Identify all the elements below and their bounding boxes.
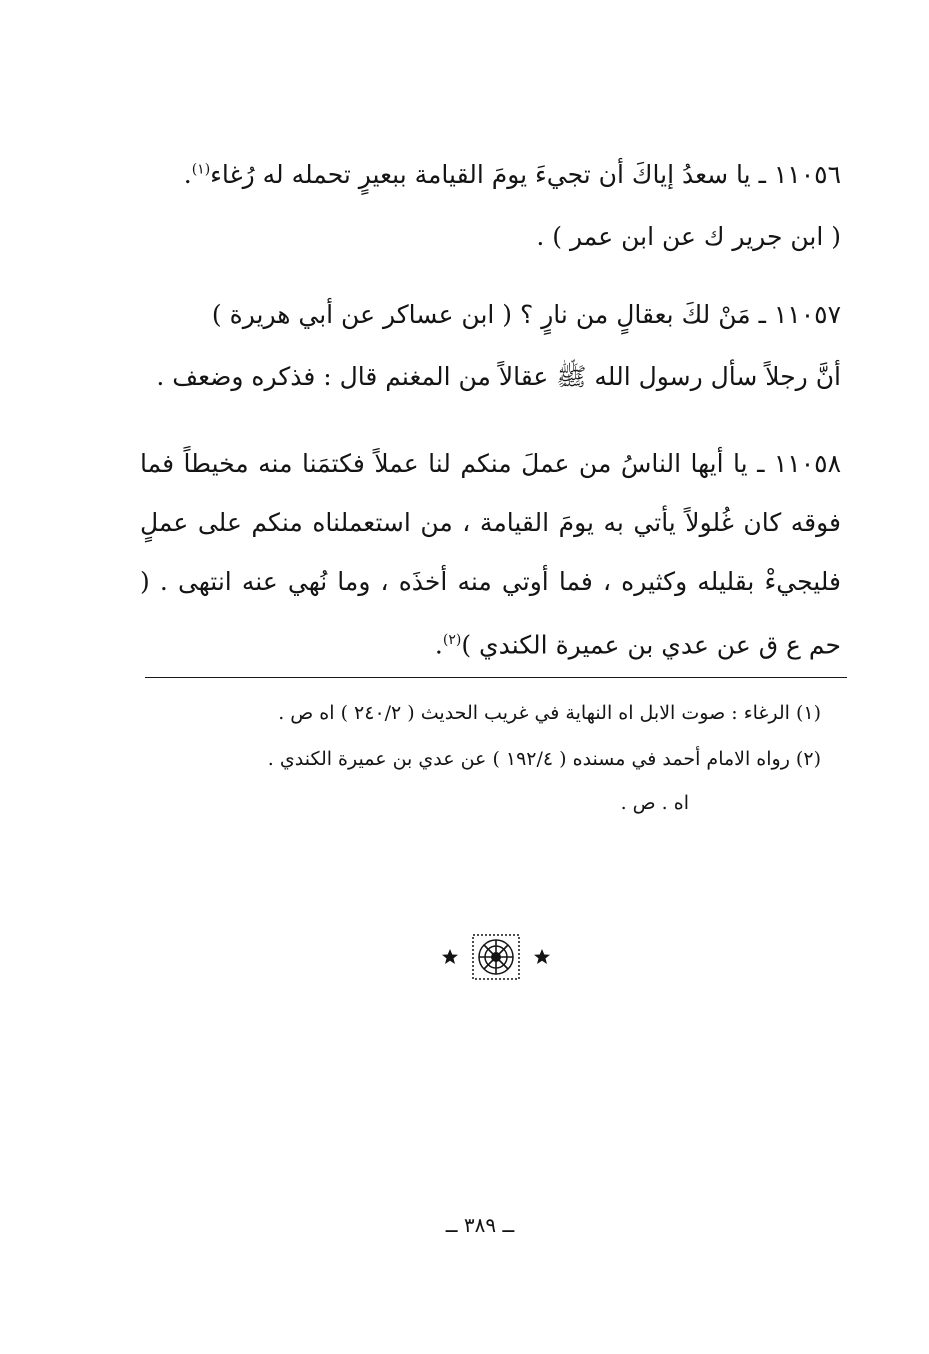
hadith-11058-text: ١١٠٥٨ ـ يا أيها الناسُ من عملَ منكم لنا عملاً فكتمَنا منه مخيطاً فما فوقه كان غُلولاً يأتي به يومَ القيامة ، من استعملناه منكم على عملٍ فليجيءْ بقليله وكثيره ، فما أوتي منه أخذَه ، وما نُهي عنه انتهى . ( حم ع ق عن عدي بن عميرة الكندي ) bbox=[140, 449, 841, 660]
section-ornament bbox=[436, 932, 556, 982]
footnote-2-continuation bbox=[621, 792, 689, 815]
footnote-divider bbox=[145, 677, 847, 678]
footnote-2-cont-text: اه . ص . bbox=[620, 792, 689, 814]
hadith-11056-source: ( ابن جرير ك عن ابن عمر ) . bbox=[536, 222, 841, 251]
footnote-1-text: (١) الرغاء : صوت الابل اه النهاية في غريب الحديث ( ٢٤٠/٢ ) اه ص . bbox=[278, 702, 821, 724]
hadith-11057-commentary: أنَّ رجلاً سأل رسول الله ﷺ عقالاً من المغنم قال : فذكره وضعف . bbox=[156, 362, 841, 391]
hadith-11057-line-2 bbox=[156, 362, 841, 392]
hadith-11056-end: . bbox=[183, 160, 192, 189]
footnote-2-text: (٢) رواه الامام أحمد في مسنده ( ١٩٢/٤ ) عن عدي بن عميرة الكندي . bbox=[267, 748, 821, 770]
hadith-11056-text: ١١٠٥٦ ـ يا سعدُ إياكَ أن تجيءَ يومَ القيامة ببعيرٍ تحمله له رُغاء bbox=[210, 160, 841, 189]
footnote-ref-1[interactable]: (١) bbox=[191, 161, 211, 178]
footnote-1 bbox=[278, 702, 821, 725]
hadith-11058-paragraph bbox=[140, 434, 841, 674]
page-number: ــ ٣٨٩ ــ bbox=[445, 1213, 515, 1237]
footnote-ref-2[interactable]: (٢) bbox=[442, 632, 462, 648]
footnote-2 bbox=[268, 748, 821, 771]
hadith-11058-end: . bbox=[434, 630, 443, 660]
hadith-11056-line-1 bbox=[184, 160, 841, 190]
floral-medallion-icon bbox=[473, 935, 519, 979]
hadith-11057-text: ١١٠٥٧ ـ مَنْ لكَ بعقالٍ من نارٍ ؟ ( ابن عساكر عن أبي هريرة ) bbox=[211, 300, 841, 329]
hadith-11056-line-2 bbox=[536, 222, 841, 252]
hadith-11057-line-1 bbox=[212, 300, 841, 330]
star-icon bbox=[442, 949, 458, 964]
star-icon bbox=[534, 949, 550, 964]
